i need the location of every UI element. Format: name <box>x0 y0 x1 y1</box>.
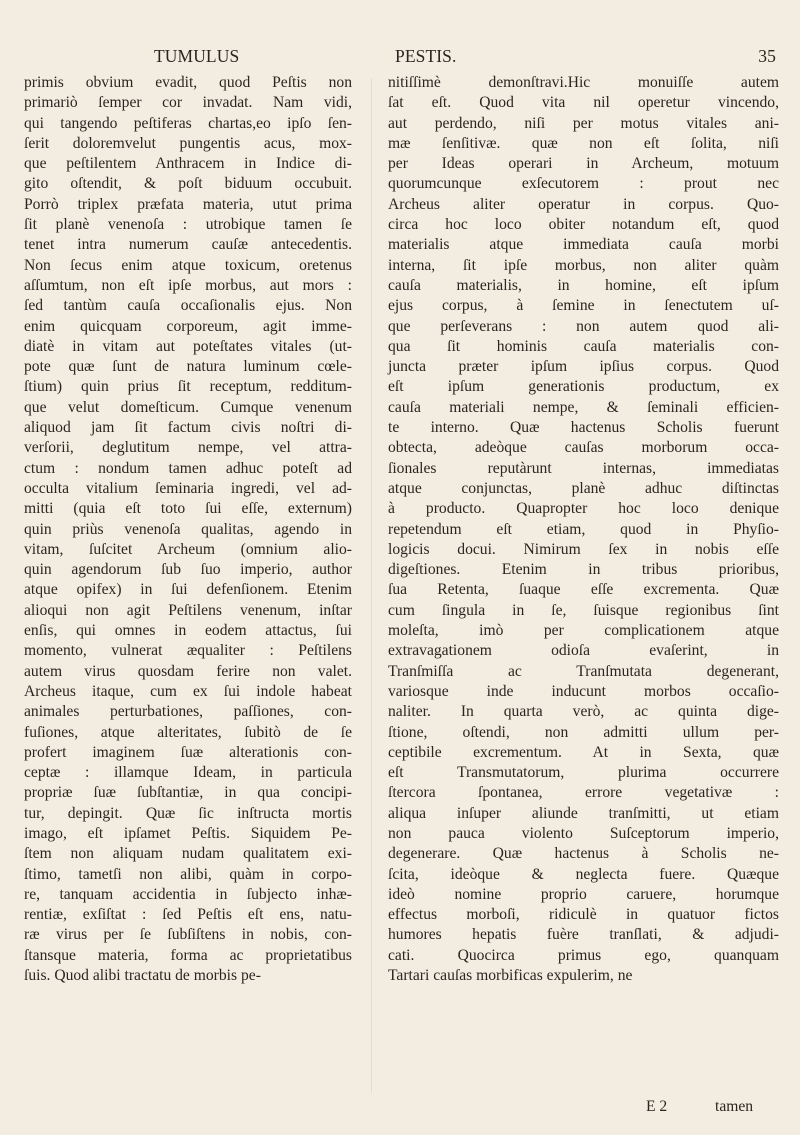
text-line: extravagationem odioſa evaſerint, in <box>388 642 779 660</box>
text-line: mæ ſenſitivæ. quæ non eſt ſolita, niſi <box>388 134 779 152</box>
text-line: ſuis. Quod alibi tractatu de morbis pe- <box>24 967 261 985</box>
text-line: enſis, qui omnes in eodem attactus, ſui <box>24 622 352 640</box>
text-line: rentiæ, exſiſtat : ſed Peſtis eſt ens, natu- <box>24 906 352 924</box>
text-line: Porrò triplex præfata materia, utut prima <box>24 195 352 213</box>
text-line: autem virus quosdam ferire non valet. <box>24 662 352 680</box>
text-line: ideò nomine proprio caruere, horumque <box>388 885 779 903</box>
left-text-column <box>24 73 352 986</box>
text-line: Archeus itaque, cum ex ſui indole habeat <box>24 682 352 700</box>
text-line: moleſta, imò per complicationem atque <box>388 622 779 640</box>
page-footer <box>0 1098 800 1118</box>
text-line: ceptibile excrementum. At in Sexta, quæ <box>388 743 779 761</box>
text-line: profert imaginem ſuæ alterationis con- <box>24 743 352 761</box>
text-line: primariò ſemper cor invadat. Nam vidi, <box>24 94 352 112</box>
text-line: logicis docui. Nimirum ſex in nobis eſſe <box>388 540 779 558</box>
text-line: ſionales reputàrunt internas, immediatas <box>388 459 779 477</box>
text-line: propriæ ſuæ ſubſtantiæ, in qua concipi- <box>24 784 352 802</box>
text-line: naliter. In quarta verò, ac quinta dige- <box>388 703 779 721</box>
text-line: Non ſecus enim atque toxicum, oretenus <box>24 256 352 274</box>
text-line: occulta vitalium ſeminaria ingredi, vel ad- <box>24 479 352 497</box>
text-line: obtecta, adeòque cauſas morborum occa- <box>388 439 779 457</box>
text-line: animales perturbationes, paſſiones, con- <box>24 703 352 721</box>
page-number: 35 <box>758 46 776 66</box>
running-title-right: PESTIS. <box>395 46 457 66</box>
text-line: atque opifex) in ſui defenſionem. Etenim <box>24 581 352 599</box>
text-line: ſtione, oſtendi, non admitti ullum per- <box>388 723 779 741</box>
text-line: eſt Transmutatorum, plurima occurrere <box>388 764 779 782</box>
text-line: cati. Quocirca primus ego, quanquam <box>388 946 779 964</box>
text-line: ſat eſt. Quod vita nil operetur vincendo, <box>388 94 779 112</box>
text-line: Tartari cauſas morbificas expulerim, ne <box>388 967 633 985</box>
text-line: ſtem non aliquam nudam qualitatem exi- <box>24 845 352 863</box>
text-line: qua ſit hominis cauſa materialis con- <box>388 337 779 355</box>
text-line: ſua Retenta, ſuaque eſſe excrementa. Quæ <box>388 581 779 599</box>
text-line: tenet intra numerum cauſæ antecedentis. <box>24 236 352 254</box>
text-line: ſerit doloremvelut pungentis acus, mox- <box>24 134 352 152</box>
text-line: quin agendorum ſub ſuo imperio, author <box>24 561 352 579</box>
text-line: humores hepatis fuère tranſlati, & adjudi- <box>388 926 779 944</box>
text-line: aut perdendo, niſi per motus vitales ani- <box>388 114 779 132</box>
running-title-left: TUMULUS <box>154 46 240 66</box>
text-line: diatè in vitam aut poteſtates vitales (ut- <box>24 337 352 355</box>
text-line: aſſumtum, non eſt ipſe morbus, aut mors : <box>24 276 352 294</box>
text-line: que perſeverans : non autem quod ali- <box>388 317 779 335</box>
text-line: ſcita, ideòque & neglecta fuere. Quæque <box>388 865 779 883</box>
text-line: materialis atque immediata cauſa morbi <box>388 236 779 254</box>
text-line: primis obvium evadit, quod Peſtis non <box>24 74 352 91</box>
text-line: ceptæ : illamque Ideam, in particula <box>24 764 352 782</box>
text-line: vitam, ſuſcitet Archeum (omnium alio- <box>24 540 352 558</box>
text-line: Tranſmiſſa ac Tranſmutata degenerant, <box>388 662 779 680</box>
text-line: ejus corpus, à ſemine in ſenectutem uſ- <box>388 297 779 315</box>
text-line: ræ virus per ſe ſubſiſtens in nobis, con- <box>24 926 352 944</box>
text-line: eſt ipſum generationis productum, ex <box>388 378 779 396</box>
text-line: cauſa materiali nempe, & ſeminali efficien- <box>388 398 779 416</box>
text-line: atque conjunctas, planè adhuc diſtinctas <box>388 479 779 497</box>
text-line: tur, depingit. Quæ ſic inſtructa mortis <box>24 804 352 822</box>
catchword: tamen <box>715 1098 754 1115</box>
text-line: imago, eſt ipſamet Peſtis. Siquidem Pe- <box>24 824 352 842</box>
text-line: à producto. Quapropter hoc loco denique <box>388 500 779 518</box>
text-line: repetendum eſt etiam, quod in Phyſio- <box>388 520 779 538</box>
right-text-column <box>388 73 779 986</box>
text-line: cauſa materialis, in homine, eſt ipſum <box>388 276 779 294</box>
text-line: effectus morboſi, ridiculè in quatuor fictos <box>388 906 779 924</box>
text-line: fuſiones, atque alteritates, ſubitò de ſe <box>24 723 352 741</box>
text-line: ctum : nondum tamen adhuc poteſt ad <box>24 459 352 477</box>
text-line: interna, ſit ipſe morbus, non aliter quàm <box>388 256 779 274</box>
text-line: Archeus aliter operatur in corpus. Quo- <box>388 195 779 213</box>
text-line: ſtimo, tametſi non alibi, quàm in corpo- <box>24 865 352 883</box>
text-line: aliqua inſuper aliunde tranſmitti, ut etiam <box>388 804 779 822</box>
signature-mark: E 2 <box>646 1098 668 1115</box>
column-gutter <box>371 78 372 1093</box>
text-line: nitiſſimè demonſtravi.Hic monuiſſe autem <box>388 74 779 91</box>
text-line: per Ideas operari in Archeum, motuum <box>388 155 779 173</box>
text-line: non pauca violento Suſceptorum imperio, <box>388 824 779 842</box>
text-line: pote quæ ſunt de natura luminum cœle- <box>24 358 352 376</box>
text-line: re, tanquam accidentia in ſubjecto inhæ- <box>24 885 352 903</box>
text-line: circa hoc loco obiter notandum eſt, quod <box>388 216 779 234</box>
text-line: te interno. Quæ hactenus Scholis fuerunt <box>388 419 779 437</box>
text-line: ſtansque materia, forma ac proprietatibus <box>24 946 352 964</box>
text-line: variosque inde inducunt morbos occaſio- <box>388 682 779 700</box>
text-line: digeſtiones. Etenim in tribus prioribus, <box>388 561 779 579</box>
text-line: degenerare. Quæ hactenus à Scholis ne- <box>388 845 779 863</box>
text-line: enim quicquam corporeum, agit imme- <box>24 317 352 335</box>
text-line: ſtercora ſpontanea, errore vegetativæ : <box>388 784 779 802</box>
text-line: verſorii, deglutitum nempe, vel attra- <box>24 439 352 457</box>
text-line: ſtium) quin prius ſit receptum, redditum- <box>24 378 352 396</box>
running-header <box>0 46 800 72</box>
text-line: que peſtilentem Anthracem in Indice di- <box>24 155 352 173</box>
text-line: ſit planè venenoſa : utrobique tamen ſe <box>24 216 352 234</box>
text-line: aliquod jam ſit factum civis noſtri di- <box>24 419 352 437</box>
text-line: quorumcunque exſecutorem : prout nec <box>388 175 779 193</box>
text-line: mitti (quia eſt toto ſui eſſe, externum) <box>24 500 352 518</box>
text-line: ſed tantùm cauſa occaſionalis ejus. Non <box>24 297 352 315</box>
text-line: momento, vulnerat æqualiter : Peſtilens <box>24 642 352 660</box>
text-line: alioqui non agit Peſtilens venenum, inſtar <box>24 601 352 619</box>
text-line: gito oſtendit, & poſt biduum occubuit. <box>24 175 352 193</box>
text-line: qui tangendo peſtiferas chartas,eo ipſo ſen- <box>24 114 352 132</box>
text-line: juncta præter ipſum ipſius corpus. Quod <box>388 358 779 376</box>
text-line: cum ſingula in ſe, ſuisque regionibus ſint <box>388 601 779 619</box>
text-line: que velut domeſticum. Cumque venenum <box>24 398 352 416</box>
text-line: quin priùs venenoſa qualitas, agendo in <box>24 520 352 538</box>
